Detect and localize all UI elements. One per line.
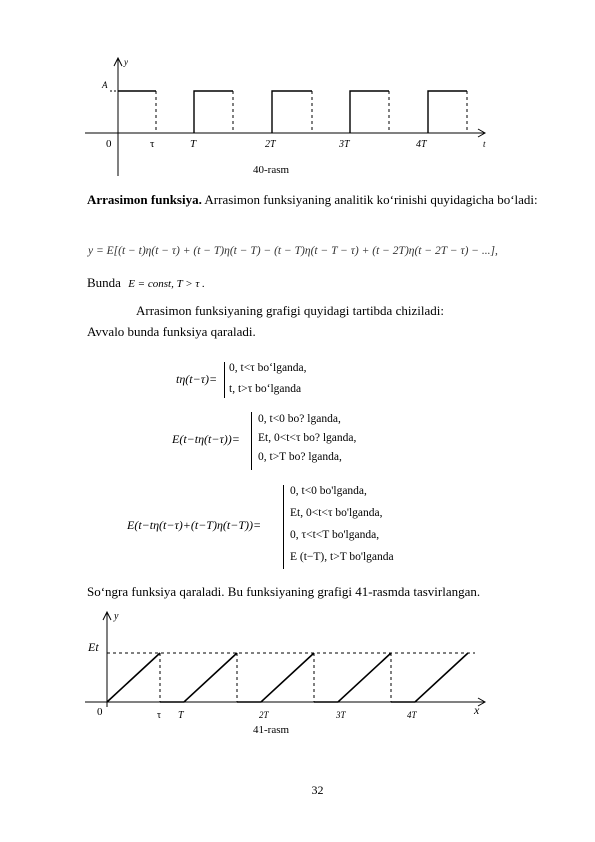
sawtooth-dashed-edges [160, 653, 391, 702]
pulse-dashed-edges [156, 91, 467, 133]
tick-label: 3T [339, 139, 350, 150]
equation-lhs: E(t−tη(t−τ)+(t−T)η(t−T))= [127, 518, 262, 532]
sawtooth-wave [107, 653, 468, 702]
tick-label: T [178, 710, 184, 721]
bunda-label: Bunda [87, 275, 121, 290]
figure-41-sawtooth [80, 607, 500, 737]
figure-40-rectangular-pulses [80, 54, 500, 184]
brace [224, 362, 225, 398]
equation-lhs: E(t−tη(t−τ))= [172, 432, 240, 446]
equation-lhs: tη(t−τ)= [176, 372, 218, 386]
equation-case: t, t>τ bo‘lganda [229, 383, 302, 395]
pulse-train [118, 91, 467, 133]
section-heading: Arrasimon funksiya. [87, 192, 202, 207]
equation-case: 0, τ<t<T bo'lganda, [290, 529, 380, 541]
equation-case: Et, 0<t<τ bo? lganda, [258, 432, 357, 444]
origin-label: 0 [97, 706, 103, 718]
equation-3 [127, 483, 447, 571]
equation-case: 0, t<0 bo'lganda, [290, 485, 367, 497]
y-axis-label: y [124, 57, 128, 67]
text-line: So‘ngra funksiya qaraladi. Bu funksiyaning grafigi 41-rasmda tasvirlangan. [87, 584, 481, 599]
tick-label: 4T [416, 139, 427, 150]
equation-case: 0, t>T bo? lganda, [258, 451, 342, 463]
main-formula: y = E[(t − t)η(t − τ) + (t − T)η(t − T) − (t − T)η(t − T − τ) + (t − 2T)η(t − 2T − τ) − ...], [88, 245, 498, 257]
bunda-math: E = const, T > τ . [128, 278, 205, 290]
equation-case: 0, t<τ bo‘lganda, [229, 362, 307, 374]
amplitude-label: A [102, 80, 108, 90]
equation-case: E (t−T), t>T bo'lganda [290, 551, 394, 563]
figure-caption: 40-rasm [253, 164, 290, 176]
tick-label: 4T [407, 710, 417, 720]
bunda-line [87, 275, 205, 292]
origin-label: 0 [106, 138, 112, 150]
level-label: Et [88, 640, 99, 654]
tick-label: τ [150, 138, 155, 150]
text-line: Arrasimon funksiyaning grafigi quyidagi tartibda chiziladi: [136, 303, 444, 318]
tick-label: 2T [265, 139, 276, 150]
section-intro: Arrasimon funksiyaning analitik ko‘rinishi quyidagicha bo‘ladi: [201, 192, 538, 207]
x-axis-label: t [483, 139, 486, 149]
section-paragraph [87, 190, 549, 210]
equation-case: Et, 0<t<τ bo'lganda, [290, 507, 383, 519]
brace [283, 485, 284, 569]
tick-label: τ [157, 710, 162, 721]
equation-2 [172, 410, 392, 472]
x-axis-label: x [474, 703, 480, 717]
tick-label: T [190, 138, 197, 150]
equation-case: 0, t<0 bo? lganda, [258, 413, 341, 425]
brace [251, 412, 252, 470]
tick-label: 3T [336, 710, 346, 720]
y-axis-label: y [114, 611, 119, 622]
page-number: 32 [311, 783, 324, 797]
equation-1 [176, 360, 376, 400]
figure-caption: 41-rasm [253, 724, 290, 736]
tick-label: 2T [259, 710, 269, 720]
text-line: Avvalo bunda funksiya qaraladi. [87, 324, 256, 339]
